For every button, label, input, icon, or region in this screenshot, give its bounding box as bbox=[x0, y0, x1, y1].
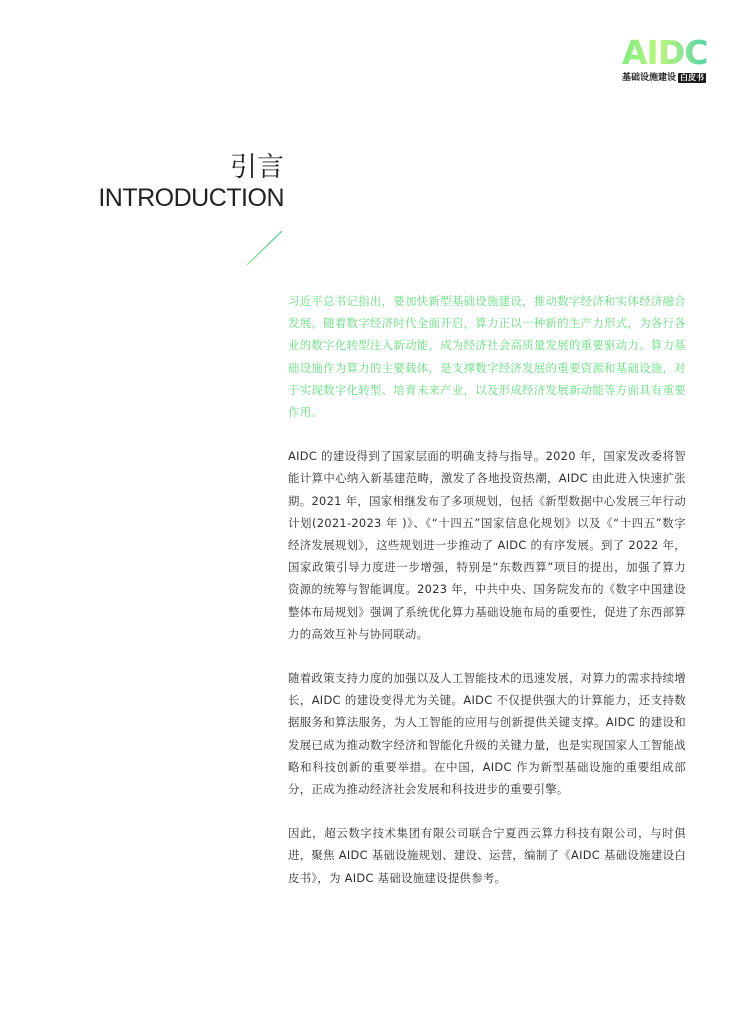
section-title-cn: 引言 bbox=[230, 152, 284, 183]
logo-subtitle-text: 基础设施建设 bbox=[622, 73, 677, 83]
logo-mark: AIDC bbox=[622, 33, 708, 72]
paragraph-conclusion: 因此，超云数字技术集团有限公司联合宁夏西云算力科技有限公司，与时俱进，聚焦 AIDC 基础设施规划、建设、运营，编制了《AIDC 基础设施建设白皮书》，为 AIDC 基础设施建设提供参考。 bbox=[288, 826, 686, 885]
logo-badge: 白皮书 bbox=[680, 73, 705, 82]
slash-decoration-icon bbox=[245, 229, 285, 267]
paragraph-ai-demand: 随着政策支持力度的加强以及人工智能技术的迅速发展，对算力的需求持续增长，AIDC 的建设变得尤为关键。AIDC 不仅提供强大的计算能力，还支持数据服务和算法服务，为人工智能的应用与创新提供关键支撑。AIDC 的建设和发展已成为推动数字经济和智能化升级的关键力量，也是实现国家人工智能战略和科技创新的重要举措。在中国，AIDC 作为新型基础设施的重要组成部分，正成为推动经济社会发展和科技进步的重要引擎。 bbox=[288, 671, 686, 797]
body-text bbox=[288, 290, 686, 911]
logo-subtitle bbox=[622, 73, 706, 84]
aidc-logo bbox=[622, 33, 712, 84]
intro-paragraph: 习近平总书记指出，要加快新型基础设施建设，推动数字经济和实体经济融合发展。随着数字经济时代全面开启，算力正以一种新的生产力形式，为各行各业的数字化转型注入新动能，成为经济社会高质量发展的重要驱动力。算力基础设施作为算力的主要载体，是支撑数字经济发展的重要资源和基础设施，对于实现数字化转型、培育未来产业，以及形成经济发展新动能等方面具有重要作用。 bbox=[288, 294, 686, 420]
section-title-en: INTRODUCTION bbox=[98, 184, 284, 212]
paragraph-policy: AIDC 的建设得到了国家层面的明确支持与指导。2020 年，国家发改委将智能计算中心纳入新基建范畴，激发了各地投资热潮，AIDC 由此进入快速扩张期。2021 年，国家相继发布了多项规划，包括《新型数据中心发展三年行动计划(2021-2023 年 )》、《“十四五”国家信息化规划》以及《“十四五”数字经济发展规划》，这些规划进一步推动了 AIDC 的有序发展。到了 2022 年，国家政策引导力度进一步增强，特别是“东数西算”项目的提出，加强了算力资源的统筹与智能调度。2023 年，中共中央、国务院发布的《数字中国建设整体布局规划》强调了系统优化算力基础设施布局的重要性，促进了东西部算力的高效互补与协同联动。 bbox=[288, 449, 686, 641]
